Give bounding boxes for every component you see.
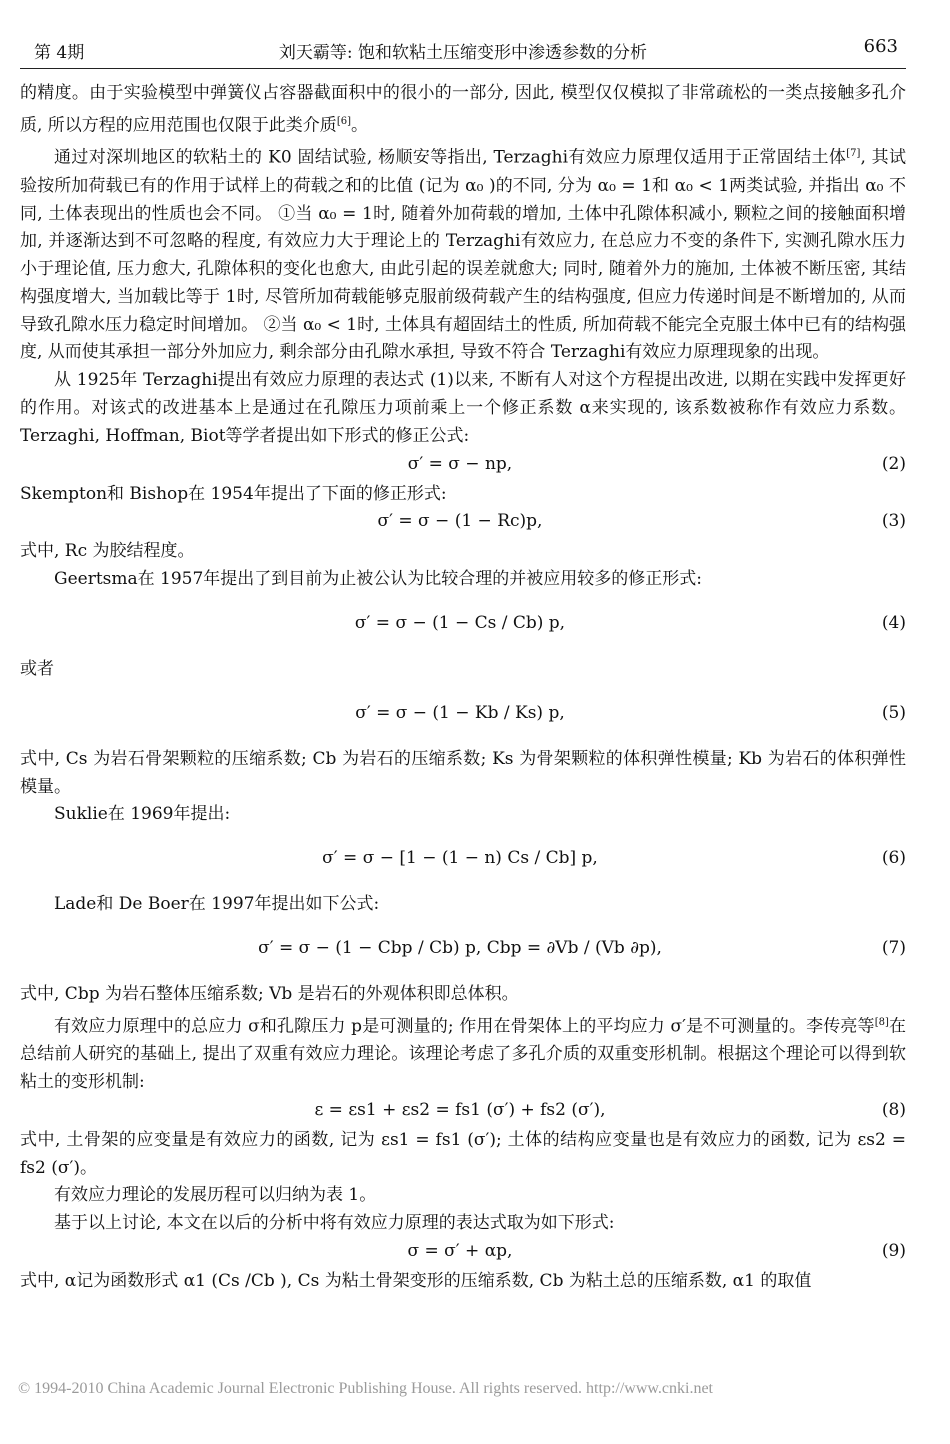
running-header bbox=[20, 34, 906, 64]
paragraph: 式中, α记为函数形式 α1 (Cs /Cb ), Cs 为粘土骨架变形的压缩系数, Cb 为粘土总的压缩系数, α1 的取值 bbox=[20, 1271, 812, 1292]
paragraph: 式中, Cbp 为岩石整体压缩系数; Vb 是岩石的外观体积即总体积。 bbox=[20, 984, 519, 1005]
paragraph: 有效应力原理中的总应力 σ和孔隙压力 p是可测量的; 作用在骨架体上的平均应力 σ′是不可测量的。李传亮等[8]在总结前人研究的基础上, 提出了双重有效应力理论。该理论考虑了多孔介质的双重变形机制。根据这个理论可以得到软粘土的变形机制: bbox=[20, 1016, 907, 1093]
body-text bbox=[20, 80, 906, 1296]
equation-4: σ′ = σ − (1 − Cs / Cb) p, (4) bbox=[354, 613, 906, 634]
paragraph: 有效应力理论的发展历程可以归纳为表 1。 bbox=[54, 1185, 377, 1206]
paragraph: Geertsma在 1957年提出了到目前为止被公认为比较合理的并被应用较多的修正形式: bbox=[54, 569, 703, 590]
journal-page bbox=[20, 0, 906, 1444]
running-title: 刘天霸等: 饱和软粘土压缩变形中渗透参数的分析 bbox=[278, 43, 648, 63]
equation-6: σ′ = σ − [1 − (1 − n) Cs / Cb] p, (6) bbox=[322, 848, 906, 869]
equation-7: σ′ = σ − (1 − Cbp / Cb) p, Cbp = ∂Vb / (Vb ∂p), (7) bbox=[258, 938, 906, 959]
paragraph: 的精度。由于实验模型中弹簧仪占容器截面积中的很小的一部分, 因此, 模型仅仅模拟了非常疏松的一类点接触多孔介质, 所以方程的应用范围也仅限于此类介质[6]。 bbox=[20, 83, 906, 136]
paragraph: 通过对深圳地区的软粘土的 K0 固结试验, 杨顺安等指出, Terzaghi有效应力原理仅适用于正常固结土体[7], 其试验按所加荷载已有的作用于试样上的荷载之和的比值 (记为 α₀ )的不同, 分为 α₀ = 1和 α₀ < 1两类试验, 并指出 α₀ 不同, 土体表现出的性质也会不同。 ①当 α₀ = 1时, 随着外加荷载的增加, 土体中孔隙体积减小, 颗粒之间的接触面积增加, 并逐渐达到不可忽略的程度, 有效应力大于理论上的 Terzaghi有效应力, 在总应力不变的条件下, 实测孔隙水压力小于理论值, 压力愈大, 孔隙体积的变化也愈大, 由此引起的误差就愈大; 同时, 随着外力的施加, 土体被不断压密, 其结构强度增大, 当加载比等于 1时, 尽管所加荷载能够克服前级荷载产生的结构强度, 但应力传递时间是不断增加的, 从而导致孔隙水压力稳定时间增加。 ②当 α₀ < 1时, 土体具有超固结土的性质, 所加荷载不能完全克服土体中已有的结构强度, 从而使其承担一部分外加应力, 剩余部分由孔隙水承担, 导致不符合 Terzaghi有效应力原理现象的出现。 bbox=[20, 147, 906, 363]
citation: [7] bbox=[846, 148, 861, 160]
paragraph: 基于以上讨论, 本文在以后的分析中将有效应力原理的表达式取为如下形式: bbox=[54, 1213, 615, 1234]
paragraph: 从 1925年 Terzaghi提出有效应力原理的表达式 (1)以来, 不断有人对这个方程提出改进, 以期在实践中发挥更好的作用。对该式的改进基本上是通过在孔隙压力项前乘上一个修正系数 α来实现的, 该系数被称作有效应力系数。Terzaghi, Hoffman, Biot等学者提出如下形式的修正公式: bbox=[20, 370, 906, 446]
equation-8: ε = εs1 + εs2 = fs1 (σ′) + fs2 (σ′), (8) bbox=[314, 1099, 906, 1120]
header-rule bbox=[20, 68, 906, 69]
equation-9: σ = σ′ + αp, (9) bbox=[407, 1241, 906, 1262]
equation-5: σ′ = σ − (1 − Kb / Ks) p, (5) bbox=[355, 702, 906, 723]
citation: [6] bbox=[336, 115, 351, 127]
issue-label: 第 4期 bbox=[34, 43, 85, 63]
copyright-footer: © 1994-2010 China Academic Journal Electronic Publishing House. All rights reserved. http://www.cnki.net bbox=[18, 1380, 713, 1397]
paragraph: Skempton和 Bishop在 1954年提出了下面的修正形式: bbox=[20, 483, 447, 504]
equation-3: σ′ = σ − (1 − Rc)p, (3) bbox=[377, 511, 906, 532]
citation: [8] bbox=[874, 1016, 889, 1028]
page-number: 663 bbox=[863, 36, 898, 57]
paragraph: 式中, Cs 为岩石骨架颗粒的压缩系数; Cb 为岩石的压缩系数; Ks 为骨架颗粒的体积弹性模量; Kb 为岩石的体积弹性模量。 bbox=[20, 748, 906, 797]
paragraph: Suklie在 1969年提出: bbox=[54, 804, 231, 825]
paragraph: 式中, Rc 为胶结程度。 bbox=[20, 541, 195, 562]
paragraph: 或者 bbox=[20, 659, 54, 680]
paragraph: Lade和 De Boer在 1997年提出如下公式: bbox=[54, 894, 380, 915]
equation-2: σ′ = σ − np, (2) bbox=[407, 453, 906, 474]
paragraph: 式中, 土骨架的应变量是有效应力的函数, 记为 εs1 = fs1 (σ′); 土体的结构应变量也是有效应力的函数, 记为 εs2 = fs2 (σ′)。 bbox=[20, 1129, 906, 1178]
